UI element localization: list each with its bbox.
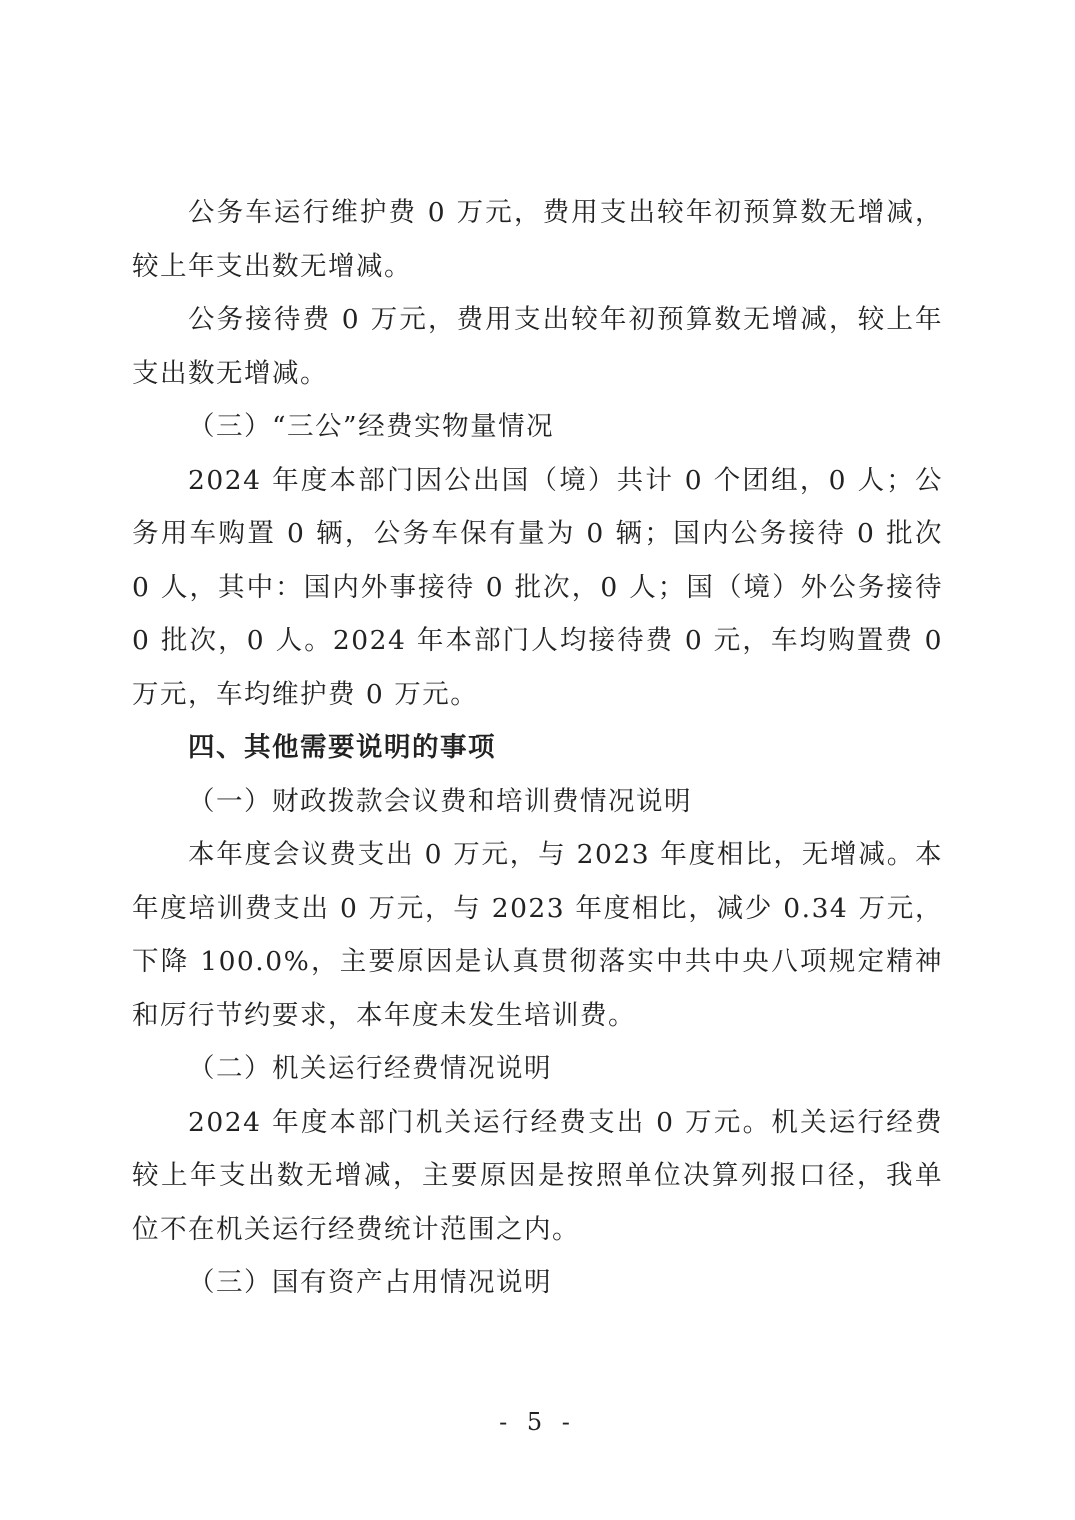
subheading-operating-expenses: （二）机关运行经费情况说明 <box>188 1053 552 1084</box>
paragraph-operating-expenses: 2024 年度本部门机关运行经费支出 0 万元。机关运行经费较上年支出数无增减，主要原因是按照单位决算列报口径，我单位不在机关运行经费统计范围之内。 <box>132 1106 943 1245</box>
document-body <box>132 186 943 1310</box>
paragraph-vehicle-maintenance: 公务车运行维护费 0 万元，费用支出较年初预算数无增减，较上年支出数无增减。 <box>132 197 943 282</box>
paragraph-reception-fees: 公务接待费 0 万元，费用支出较年初预算数无增减，较上年支出数无增减。 <box>132 304 943 389</box>
subheading-three-public-quantity: （三）“三公”经费实物量情况 <box>188 411 555 442</box>
page-number: - 5 - <box>499 1408 576 1436</box>
section-heading-other-matters: 四、其他需要说明的事项 <box>188 732 496 763</box>
subheading-meeting-training: （一）财政拨款会议费和培训费情况说明 <box>188 785 692 817</box>
paragraph-three-public-quantity: 2024 年度本部门因公出国（境）共计 0 个团组，0 人；公务用车购置 0 辆，公务车保有量为 0 辆；国内公务接待 0 批次 0 人，其中：国内外事接待 0 批次，0 人；国（境）外公务接待 0 批次，0 人。2024 年本部门人均接待费 0 元，车均购置费 0 万元，车均维护费 0 万元。 <box>132 464 943 710</box>
paragraph-meeting-training: 本年度会议费支出 0 万元，与 2023 年度相比，无增减。本年度培训费支出 0 万元，与 2023 年度相比，减少 0.34 万元，下降 100.0%，主要原因是认真贯彻落实中共中央八项规定精神和厉行节约要求，本年度未发生培训费。 <box>132 839 943 1031</box>
subheading-state-assets: （三）国有资产占用情况说明 <box>188 1267 552 1298</box>
